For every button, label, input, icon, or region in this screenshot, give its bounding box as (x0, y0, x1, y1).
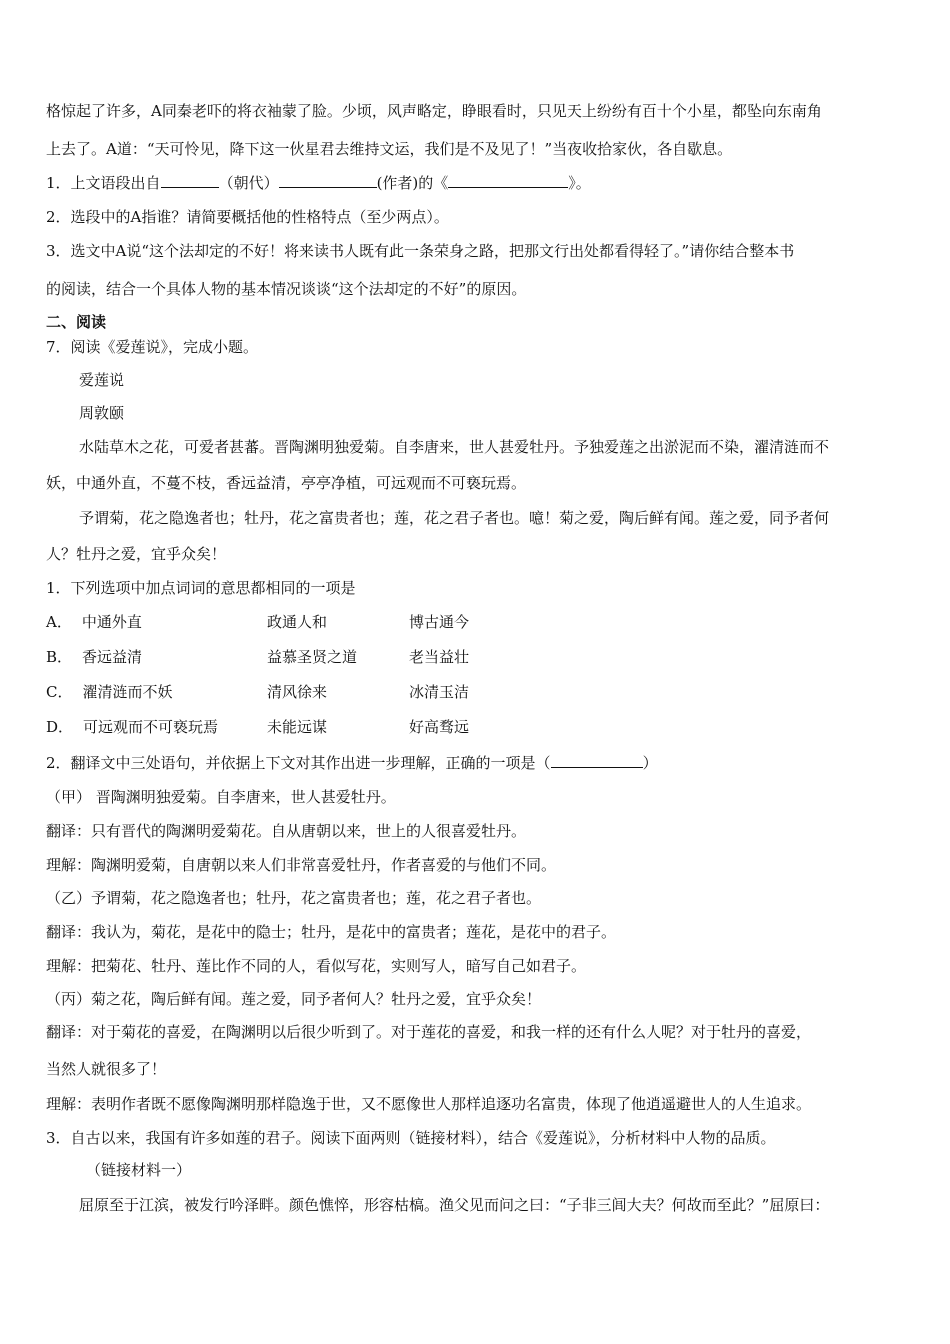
option-word: 清风徐来 (267, 683, 328, 701)
option-label: A． (46, 613, 72, 631)
translation-bing: 当然人就很多了！ (46, 1060, 167, 1078)
question-stem (46, 752, 658, 774)
sentence-bing: （丙）菊之花，陶后鲜有闻。莲之爱，同予者何人？牡丹之爱，宜乎众矣！ (46, 990, 542, 1008)
text-author: 周敦颐 (79, 404, 125, 422)
material-text: 屈原至于江滨，被发行吟泽畔。颜色憔悴，形容枯槁。渔父见而问之曰：“子非三闾大夫？何故而至此？”屈原曰： (79, 1196, 830, 1214)
answer-blank[interactable] (551, 752, 643, 768)
question-fill-blank (46, 172, 591, 194)
answer-blank-book[interactable] (448, 172, 568, 188)
option-word: 益慕圣贤之道 (267, 648, 358, 666)
answer-blank-author[interactable] (279, 172, 377, 188)
option-label: B． (46, 648, 73, 666)
translation-jia: 翻译：只有晋代的陶渊明爱菊花。自从唐朝以来，世上的人很喜爱牡丹。 (46, 822, 527, 840)
question-number: 1． (46, 174, 71, 192)
question-text: 7．阅读《爱莲说》，完成小题。 (46, 338, 259, 356)
passage-line: 人？牡丹之爱，宜乎众矣！ (46, 545, 227, 563)
option-word: 香远益清 (82, 648, 143, 666)
option-word: 未能远谋 (267, 718, 328, 736)
passage-line: 水陆草木之花，可爱者甚蕃。晋陶渊明独爱菊。自李唐来，世人甚爱牡丹。予独爱莲之出淤泥而不染，濯清涟而不 (79, 438, 830, 456)
question-text: (作者)的《 (376, 174, 449, 192)
material-title: （链接材料一） (86, 1161, 192, 1179)
translation-bing: 翻译：对于菊花的喜爱，在陶渊明以后很少听到了。对于莲花的喜爱，和我一样的还有什么人呢？对于牡丹的喜爱， (46, 1023, 812, 1041)
sentence-jia: （甲） 晋陶渊明独爱菊。自李唐来，世人甚爱牡丹。 (46, 788, 396, 806)
question-text: 2．翻译文中三处语句，并依据上下文对其作出进一步理解，正确的一项是（ (46, 754, 551, 772)
understanding-bing: 理解：表明作者既不愿像陶渊明那样隐逸于世，又不愿像世人那样追逐功名富贵，体现了他逍遥避世人的人生追求。 (46, 1095, 812, 1113)
option-word: 冰清玉洁 (409, 683, 470, 701)
question-text: 3．选文中A说“这个法却定的不好！将来读书人既有此一条荣身之路，把那文行出处都看得轻了。”请你结合整本书 (46, 242, 795, 260)
option-word: 中通外直 (81, 613, 142, 631)
passage-line: 予谓菊，花之隐逸者也；牡丹，花之富贵者也；莲，花之君子者也。噫！菊之爱，陶后鲜有闻。莲之爱，同予者何 (79, 509, 830, 527)
sentence-yi: （乙）予谓菊，花之隐逸者也；牡丹，花之富贵者也；莲，花之君子者也。 (46, 889, 542, 907)
understanding-jia: 理解：陶渊明爱菊，自唐朝以来人们非常喜爱牡丹，作者喜爱的与他们不同。 (46, 856, 557, 874)
question-stem: 3．自古以来，我国有许多如莲的君子。阅读下面两则（链接材料），结合《爱莲说》，分析材料中人物的品质。 (46, 1129, 776, 1147)
question-text: 》。 (568, 174, 591, 192)
question-text: 2．选段中的A指谁？请简要概括他的性格特点（至少两点）。 (46, 208, 449, 226)
passage-line: 妖，中通外直，不蔓不枝，香远益清，亭亭净植，可远观而不可亵玩焉。 (46, 474, 527, 492)
option-label: D． (46, 718, 74, 736)
question-text: 上文语段出自 (70, 174, 161, 192)
option-label: C． (46, 683, 73, 701)
question-stem: 1．下列选项中加点词词的意思都相同的一项是 (46, 579, 356, 597)
answer-blank-dynasty[interactable] (161, 172, 219, 188)
option-word: 可远观而不可亵玩焉 (83, 718, 219, 736)
question-text: （朝代） (218, 174, 279, 192)
translation-yi: 翻译：我认为，菊花，是花中的隐士；牡丹，是花中的富贵者；莲花，是花中的君子。 (46, 923, 617, 941)
option-word: 濯清涟而不妖 (82, 683, 173, 701)
question-text: 的阅读，结合一个具体人物的基本情况谈谈“这个法却定的不好”的原因。 (46, 280, 527, 298)
question-text: ） (642, 754, 658, 772)
option-word: 政通人和 (267, 613, 328, 631)
understanding-yi: 理解：把菊花、牡丹、莲比作不同的人，看似写花，实则写人，暗写自己如君子。 (46, 957, 587, 975)
passage-line: 上去了。A道：“天可怜见，降下这一伙星君去维持文运，我们是不及见了！”当夜收拾家伙，各自歇息。 (46, 140, 733, 158)
text-title: 爱莲说 (79, 371, 125, 389)
passage-line: 格惊起了许多，A同秦老吓的将衣袖蒙了脸。少顷，风声略定，睁眼看时，只见天上纷纷有百十个小星，都坠向东南角 (46, 102, 822, 120)
option-word: 博古通今 (409, 613, 470, 631)
option-word: 好高骛远 (409, 718, 470, 736)
option-word: 老当益壮 (409, 648, 470, 666)
section-heading: 二、阅读 (46, 313, 107, 331)
